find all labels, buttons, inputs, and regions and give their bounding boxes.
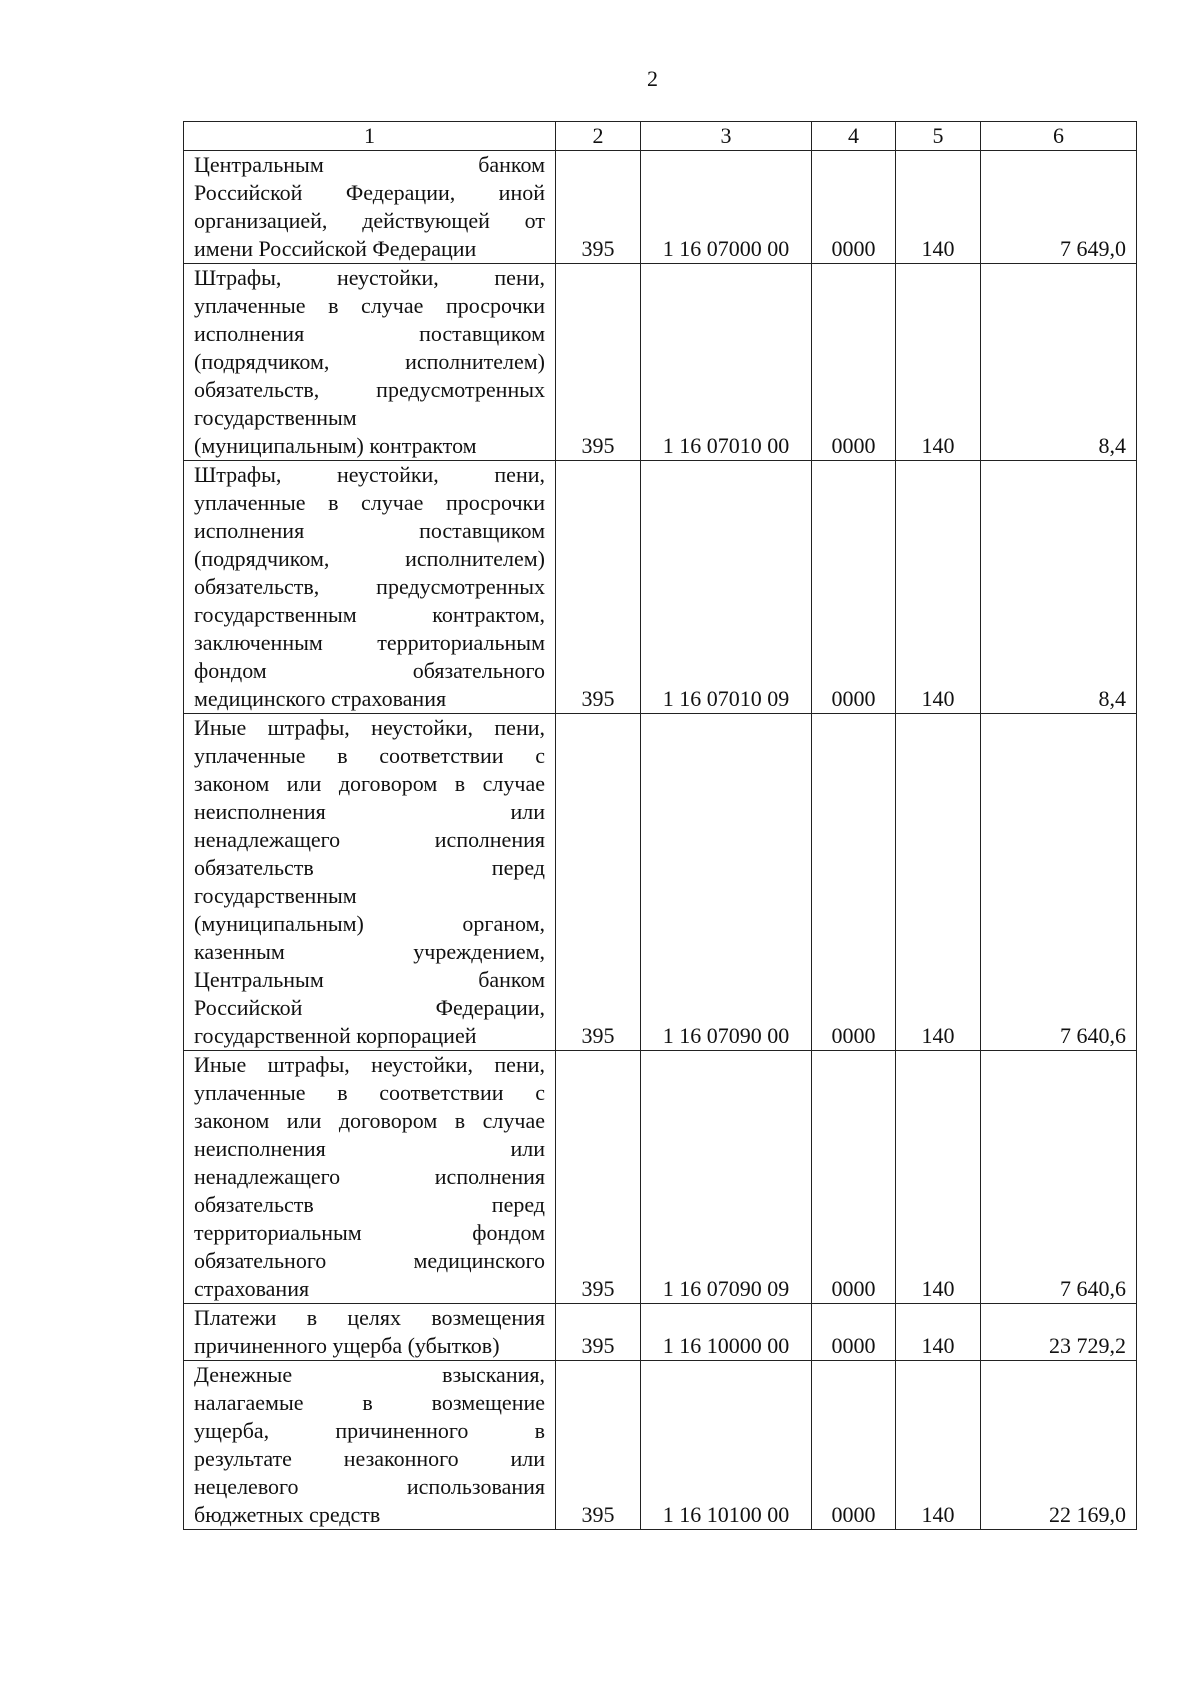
description-line: Российской Федерации, иной <box>194 180 545 205</box>
description-line: государственным <box>194 883 357 908</box>
kosgu-code: 140 <box>896 714 981 1051</box>
program-code: 0000 <box>812 264 896 461</box>
column-header: 1 <box>184 122 556 151</box>
income-code: 1 16 07010 00 <box>641 264 812 461</box>
table-row <box>184 714 1137 1051</box>
description-line: обязательств перед <box>194 1192 545 1217</box>
description-line: Денежные взыскания, <box>194 1362 545 1387</box>
row-description <box>184 151 556 264</box>
description-line: исполнения поставщиком <box>194 321 545 346</box>
description-line: Платежи в целях возмещения <box>194 1305 545 1330</box>
income-code: 1 16 07010 09 <box>641 461 812 714</box>
description-line: законом или договором в случае <box>194 1108 545 1133</box>
table-row <box>184 264 1137 461</box>
description-line: уплаченные в соответствии с <box>194 743 545 768</box>
description-line: Иные штрафы, неустойки, пени, <box>194 715 545 740</box>
table-row <box>184 1361 1137 1530</box>
row-description <box>184 1051 556 1304</box>
table-row <box>184 1304 1137 1361</box>
income-code: 1 16 07090 00 <box>641 714 812 1051</box>
kosgu-code: 140 <box>896 461 981 714</box>
description-line: территориальным фондом <box>194 1220 545 1245</box>
description-line: Центральным банком <box>194 152 545 177</box>
description-line: обязательств, предусмотренных <box>194 377 545 402</box>
table-row <box>184 461 1137 714</box>
column-header: 6 <box>981 122 1137 151</box>
amount: 7 640,6 <box>981 714 1137 1051</box>
amount: 8,4 <box>981 461 1137 714</box>
description-line: причиненного ущерба (убытков) <box>194 1333 500 1358</box>
description-line: ущерба, причиненного в <box>194 1418 545 1443</box>
program-code: 0000 <box>812 1361 896 1530</box>
description-line: неисполнения или <box>194 799 545 824</box>
program-code: 0000 <box>812 714 896 1051</box>
description-line: уплаченные в соответствии с <box>194 1080 545 1105</box>
program-code: 0000 <box>812 1051 896 1304</box>
description-line: Центральным банком <box>194 967 545 992</box>
admin-code: 395 <box>556 714 641 1051</box>
description-line: имени Российской Федерации <box>194 236 477 261</box>
admin-code: 395 <box>556 461 641 714</box>
kosgu-code: 140 <box>896 1361 981 1530</box>
description-line: Штрафы, неустойки, пени, <box>194 462 545 487</box>
description-line: организацией, действующей от <box>194 208 545 233</box>
description-line: (муниципальным) органом, <box>194 911 545 936</box>
description-line: Российской Федерации, <box>194 995 545 1020</box>
income-code: 1 16 07090 09 <box>641 1051 812 1304</box>
description-line: государственным контрактом, <box>194 602 545 627</box>
column-header: 5 <box>896 122 981 151</box>
description-line: результате незаконного или <box>194 1446 545 1471</box>
admin-code: 395 <box>556 151 641 264</box>
row-description <box>184 1361 556 1530</box>
program-code: 0000 <box>812 1304 896 1361</box>
description-line: ненадлежащего исполнения <box>194 827 545 852</box>
kosgu-code: 140 <box>896 1304 981 1361</box>
kosgu-code: 140 <box>896 151 981 264</box>
description-line: страхования <box>194 1276 310 1301</box>
description-line: неисполнения или <box>194 1136 545 1161</box>
description-line: обязательств перед <box>194 855 545 880</box>
column-header: 3 <box>641 122 812 151</box>
description-line: Штрафы, неустойки, пени, <box>194 265 545 290</box>
description-line: государственной корпорацией <box>194 1023 477 1048</box>
kosgu-code: 140 <box>896 264 981 461</box>
admin-code: 395 <box>556 1304 641 1361</box>
program-code: 0000 <box>812 461 896 714</box>
description-line: государственным <box>194 405 357 430</box>
admin-code: 395 <box>556 1051 641 1304</box>
amount: 7 640,6 <box>981 1051 1137 1304</box>
description-line: заключенным территориальным <box>194 630 545 655</box>
page-number: 2 <box>647 66 658 91</box>
description-line: исполнения поставщиком <box>194 518 545 543</box>
description-line: обязательств, предусмотренных <box>194 574 545 599</box>
amount: 8,4 <box>981 264 1137 461</box>
admin-code: 395 <box>556 264 641 461</box>
row-description <box>184 714 556 1051</box>
amount: 23 729,2 <box>981 1304 1137 1361</box>
description-line: казенным учреждением, <box>194 939 545 964</box>
amount: 7 649,0 <box>981 151 1137 264</box>
description-line: налагаемые в возмещение <box>194 1390 545 1415</box>
description-line: ненадлежащего исполнения <box>194 1164 545 1189</box>
row-description <box>184 461 556 714</box>
amount: 22 169,0 <box>981 1361 1137 1530</box>
budget-table <box>183 121 1137 1530</box>
description-line: медицинского страхования <box>194 686 447 711</box>
table-row <box>184 1051 1137 1304</box>
description-line: уплаченные в случае просрочки <box>194 490 545 515</box>
income-code: 1 16 10000 00 <box>641 1304 812 1361</box>
row-description <box>184 1304 556 1361</box>
description-line: бюджетных средств <box>194 1502 381 1527</box>
income-code: 1 16 10100 00 <box>641 1361 812 1530</box>
row-description <box>184 264 556 461</box>
description-line: фондом обязательного <box>194 658 545 683</box>
description-line: нецелевого использования <box>194 1474 545 1499</box>
column-header: 2 <box>556 122 641 151</box>
table-header-row <box>184 122 1137 151</box>
description-line: (подрядчиком, исполнителем) <box>194 349 545 374</box>
description-line: обязательного медицинского <box>194 1248 545 1273</box>
program-code: 0000 <box>812 151 896 264</box>
description-line: законом или договором в случае <box>194 771 545 796</box>
description-line: Иные штрафы, неустойки, пени, <box>194 1052 545 1077</box>
description-line: (муниципальным) контрактом <box>194 433 477 458</box>
admin-code: 395 <box>556 1361 641 1530</box>
income-code: 1 16 07000 00 <box>641 151 812 264</box>
table-row <box>184 151 1137 264</box>
description-line: (подрядчиком, исполнителем) <box>194 546 545 571</box>
column-header: 4 <box>812 122 896 151</box>
kosgu-code: 140 <box>896 1051 981 1304</box>
description-line: уплаченные в случае просрочки <box>194 293 545 318</box>
